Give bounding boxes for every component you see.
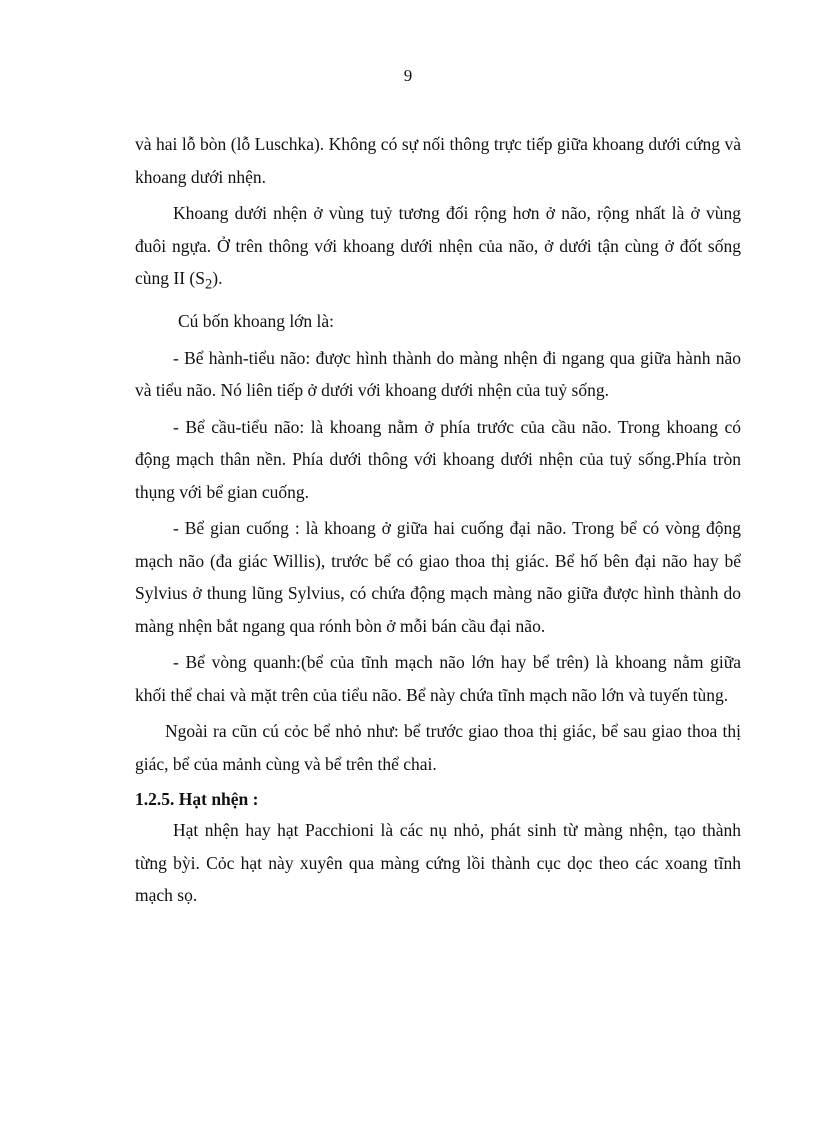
paragraph-2-text: Khoang dưới nhện ở vùng tuỷ tương đối rộng hơn ở não, rộng nhất là ở vùng đuôi ngựa. Ở trên thông với khoang dưới nhện của não, ở dưới tận cùng ở đốt sống cùng II (S [135,203,741,288]
paragraph-3: Cú bốn khoang lớn là: [178,311,335,331]
body-text [135,128,741,916]
paragraph-2-end: ). [212,268,223,288]
paragraph-6: - Bể gian cuống : là khoang ở giữa hai cuống đại não. Trong bể có vòng động mạch não (đa giác Willis), trước bể có giao thoa thị giác. Bể hố bên đại não hay bể Sylvius ở thung lũng Sylvius, có chứa động mạch màng não giữa được hình thành do màng nhện bắt ngang qua rónh bòn ở mỗi bán cầu đại não. [135,518,741,636]
page-number: 9 [403,66,413,85]
paragraph-9: Hạt nhện hay hạt Pacchioni là các nụ nhỏ, phát sinh từ màng nhện, tạo thành từng bỳi. Cỏc hạt này xuyên qua màng cứng lồi thành cục dọc theo các xoang tĩnh mạch sọ. [135,820,741,905]
paragraph-7: - Bể vòng quanh:(bể của tĩnh mạch não lớn hay bể trên) là khoang nằm giữa khối thể chai và mặt trên của tiểu não. Bể này chứa tĩnh mạch não lớn và tuyến tùng. [135,652,741,705]
paragraph-4: - Bể hành-tiểu não: được hình thành do màng nhện đi ngang qua giữa hành não và tiểu não. Nó liên tiếp ở dưới với khoang dưới nhện của tuỷ sống. [135,347,741,400]
section-heading: 1.2.5. Hạt nhện : [135,789,259,809]
subscript-2: 2 [204,276,213,293]
paragraph-8: Ngoài ra cũn cú cỏc bể nhỏ như: bể trước giao thoa thị giác, bể sau giao thoa thị giác, bể của mảnh cùng và bể trên thể chai. [135,721,741,774]
paragraph-5: - Bể cầu-tiểu não: là khoang nằm ở phía trước của cầu não. Trong khoang có động mạch thân nền. Phía dưới thông với khoang dưới nhện của tuỷ sống.Phía tròn thụng với bể gian cuống. [135,416,741,502]
paragraph-2 [135,197,741,301]
paragraph-1: và hai lỗ bòn (lỗ Luschka). Không có sự nối thông trực tiếp giữa khoang dưới cứng và khoang dưới nhện. [135,134,741,187]
